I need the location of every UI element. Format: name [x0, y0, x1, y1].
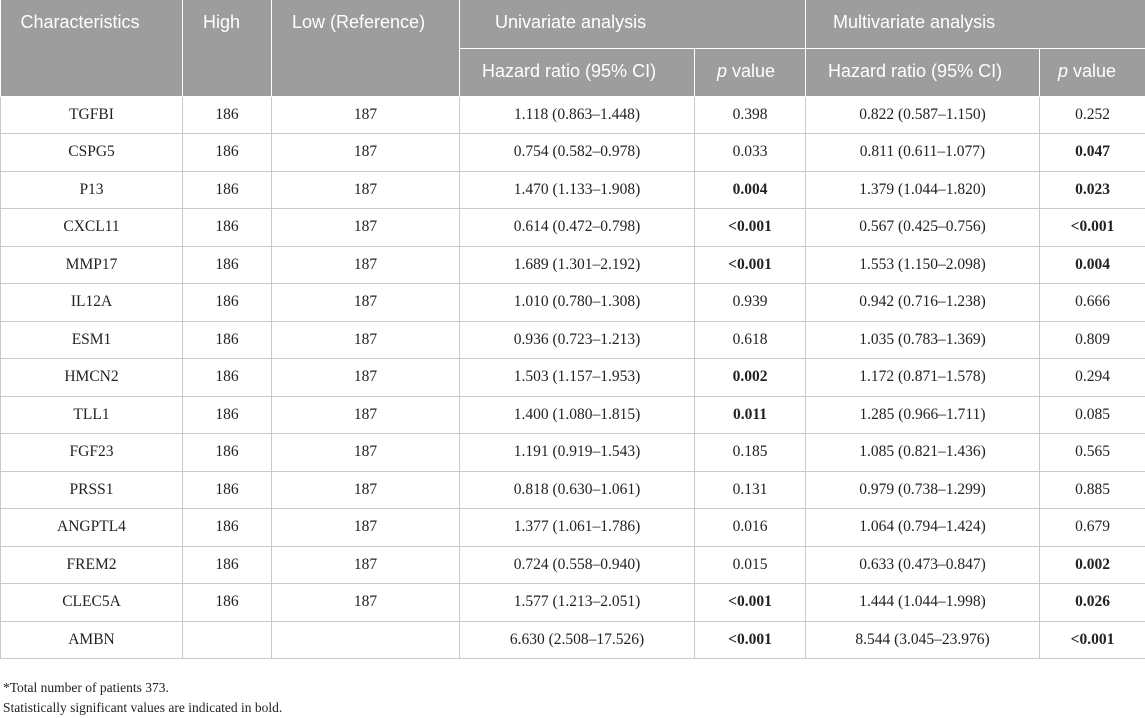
header-multivariate: Multivariate analysis: [806, 0, 1145, 48]
table-row: [1, 246, 1145, 284]
cell-high: 186: [183, 359, 272, 397]
cell-characteristic: P13: [1, 171, 183, 209]
cell-multi-p-value: 0.047: [1040, 134, 1145, 172]
cell-uni-p-value: <0.001: [695, 584, 806, 622]
cell-uni-hazard-ratio: 1.689 (1.301–2.192): [460, 246, 695, 284]
cell-low: 187: [272, 396, 460, 434]
cell-high: 186: [183, 284, 272, 322]
cell-uni-hazard-ratio: 1.191 (0.919–1.543): [460, 434, 695, 472]
cell-multi-hazard-ratio: 1.064 (0.794–1.424): [806, 509, 1040, 547]
cell-multi-hazard-ratio: 0.811 (0.611–1.077): [806, 134, 1040, 172]
cell-high: 186: [183, 434, 272, 472]
cell-high: 186: [183, 96, 272, 134]
cell-characteristic: PRSS1: [1, 471, 183, 509]
cell-high: 186: [183, 509, 272, 547]
cell-multi-p-value: 0.809: [1040, 321, 1145, 359]
cell-uni-p-value: 0.002: [695, 359, 806, 397]
table-row: [1, 359, 1145, 397]
table-row: [1, 621, 1145, 659]
cell-multi-hazard-ratio: 8.544 (3.045–23.976): [806, 621, 1040, 659]
cell-uni-hazard-ratio: 1.010 (0.780–1.308): [460, 284, 695, 322]
table-body: [1, 96, 1145, 659]
table-row: [1, 509, 1145, 547]
cell-multi-p-value: 0.004: [1040, 246, 1145, 284]
cell-uni-hazard-ratio: 0.724 (0.558–0.940): [460, 546, 695, 584]
cell-low: 187: [272, 96, 460, 134]
cell-high: 186: [183, 546, 272, 584]
cell-uni-hazard-ratio: 0.614 (0.472–0.798): [460, 209, 695, 247]
table-row: [1, 134, 1145, 172]
cell-multi-hazard-ratio: 1.172 (0.871–1.578): [806, 359, 1040, 397]
cell-uni-p-value: <0.001: [695, 209, 806, 247]
cell-low: [272, 621, 460, 659]
cell-multi-hazard-ratio: 1.444 (1.044–1.998): [806, 584, 1040, 622]
cell-high: 186: [183, 209, 272, 247]
cell-characteristic: FGF23: [1, 434, 183, 472]
cell-uni-hazard-ratio: 1.577 (1.213–2.051): [460, 584, 695, 622]
table-row: [1, 321, 1145, 359]
cell-multi-hazard-ratio: 1.379 (1.044–1.820): [806, 171, 1040, 209]
cell-multi-p-value: 0.002: [1040, 546, 1145, 584]
table-row: [1, 471, 1145, 509]
p-italic: p: [717, 60, 728, 81]
footnote-bold: Statistically significant values are indicated in bold.: [3, 700, 283, 715]
cell-multi-hazard-ratio: 1.035 (0.783–1.369): [806, 321, 1040, 359]
cell-multi-p-value: 0.023: [1040, 171, 1145, 209]
table-row: [1, 171, 1145, 209]
cell-multi-p-value: 0.085: [1040, 396, 1145, 434]
cell-multi-p-value: <0.001: [1040, 621, 1145, 659]
cell-uni-hazard-ratio: 1.118 (0.863–1.448): [460, 96, 695, 134]
header-uni-hazard-ratio: Hazard ratio (95% CI): [460, 48, 695, 96]
cell-characteristic: TLL1: [1, 396, 183, 434]
cell-low: 187: [272, 284, 460, 322]
table-row: [1, 284, 1145, 322]
cell-multi-hazard-ratio: 1.285 (0.966–1.711): [806, 396, 1040, 434]
cell-characteristic: ESM1: [1, 321, 183, 359]
cell-multi-hazard-ratio: 0.567 (0.425–0.756): [806, 209, 1040, 247]
cell-low: 187: [272, 209, 460, 247]
table-row: [1, 434, 1145, 472]
cell-characteristic: CXCL11: [1, 209, 183, 247]
header-multi-hazard-ratio: Hazard ratio (95% CI): [806, 48, 1040, 96]
table-row: [1, 546, 1145, 584]
cell-uni-hazard-ratio: 1.377 (1.061–1.786): [460, 509, 695, 547]
cell-high: 186: [183, 171, 272, 209]
cell-uni-p-value: 0.618: [695, 321, 806, 359]
cell-high: 186: [183, 246, 272, 284]
cell-low: 187: [272, 246, 460, 284]
cell-characteristic: MMP17: [1, 246, 183, 284]
cell-uni-p-value: 0.185: [695, 434, 806, 472]
cell-low: 187: [272, 509, 460, 547]
cell-multi-p-value: 0.679: [1040, 509, 1145, 547]
cell-uni-p-value: <0.001: [695, 621, 806, 659]
cell-uni-hazard-ratio: 6.630 (2.508–17.526): [460, 621, 695, 659]
cell-multi-hazard-ratio: 0.942 (0.716–1.238): [806, 284, 1040, 322]
cell-low: 187: [272, 471, 460, 509]
cell-characteristic: AMBN: [1, 621, 183, 659]
cell-multi-hazard-ratio: 0.633 (0.473–0.847): [806, 546, 1040, 584]
table-row: [1, 96, 1145, 134]
cell-multi-p-value: <0.001: [1040, 209, 1145, 247]
header-uni-p-value: [695, 48, 806, 96]
table-row: [1, 396, 1145, 434]
cell-multi-p-value: 0.666: [1040, 284, 1145, 322]
table-footnotes: [3, 678, 282, 718]
cell-characteristic: CSPG5: [1, 134, 183, 172]
cell-uni-p-value: 0.015: [695, 546, 806, 584]
table-row: [1, 584, 1145, 622]
cell-uni-p-value: 0.004: [695, 171, 806, 209]
cell-characteristic: ANGPTL4: [1, 509, 183, 547]
cell-multi-p-value: 0.026: [1040, 584, 1145, 622]
cell-multi-p-value: 0.252: [1040, 96, 1145, 134]
cell-multi-p-value: 0.565: [1040, 434, 1145, 472]
cell-low: 187: [272, 434, 460, 472]
cell-uni-hazard-ratio: 1.470 (1.133–1.908): [460, 171, 695, 209]
cell-high: 186: [183, 584, 272, 622]
cell-multi-hazard-ratio: 0.979 (0.738–1.299): [806, 471, 1040, 509]
table-row: [1, 209, 1145, 247]
header-multi-p-value: [1040, 48, 1145, 96]
cell-uni-p-value: 0.939: [695, 284, 806, 322]
header-low: Low (Reference): [272, 0, 460, 96]
cell-multi-p-value: 0.294: [1040, 359, 1145, 397]
cell-uni-hazard-ratio: 0.936 (0.723–1.213): [460, 321, 695, 359]
cell-multi-hazard-ratio: 0.822 (0.587–1.150): [806, 96, 1040, 134]
cell-high: 186: [183, 471, 272, 509]
cell-characteristic: TGFBI: [1, 96, 183, 134]
cell-uni-p-value: 0.131: [695, 471, 806, 509]
cell-low: 187: [272, 359, 460, 397]
p-rest: value: [1068, 60, 1117, 81]
cell-multi-hazard-ratio: 1.085 (0.821–1.436): [806, 434, 1040, 472]
cell-high: 186: [183, 396, 272, 434]
cell-uni-p-value: 0.398: [695, 96, 806, 134]
cell-uni-hazard-ratio: 0.818 (0.630–1.061): [460, 471, 695, 509]
p-italic: p: [1058, 60, 1069, 81]
cell-high: 186: [183, 321, 272, 359]
footnote-total: *Total number of patients 373.: [3, 680, 169, 695]
cell-low: 187: [272, 321, 460, 359]
cell-uni-p-value: 0.011: [695, 396, 806, 434]
p-rest: value: [727, 60, 776, 81]
cell-uni-p-value: 0.016: [695, 509, 806, 547]
cell-characteristic: IL12A: [1, 284, 183, 322]
cell-low: 187: [272, 171, 460, 209]
cell-uni-hazard-ratio: 1.400 (1.080–1.815): [460, 396, 695, 434]
cell-low: 187: [272, 134, 460, 172]
cell-low: 187: [272, 584, 460, 622]
cell-uni-hazard-ratio: 0.754 (0.582–0.978): [460, 134, 695, 172]
cell-characteristic: CLEC5A: [1, 584, 183, 622]
cell-low: 187: [272, 546, 460, 584]
header-univariate: Univariate analysis: [460, 0, 806, 48]
header-characteristics: Characteristics: [1, 0, 183, 96]
cell-multi-hazard-ratio: 1.553 (1.150–2.098): [806, 246, 1040, 284]
cell-uni-hazard-ratio: 1.503 (1.157–1.953): [460, 359, 695, 397]
cell-characteristic: HMCN2: [1, 359, 183, 397]
cell-high: [183, 621, 272, 659]
cell-uni-p-value: <0.001: [695, 246, 806, 284]
cell-multi-p-value: 0.885: [1040, 471, 1145, 509]
cell-characteristic: FREM2: [1, 546, 183, 584]
header-high: High: [183, 0, 272, 96]
cell-uni-p-value: 0.033: [695, 134, 806, 172]
cell-high: 186: [183, 134, 272, 172]
